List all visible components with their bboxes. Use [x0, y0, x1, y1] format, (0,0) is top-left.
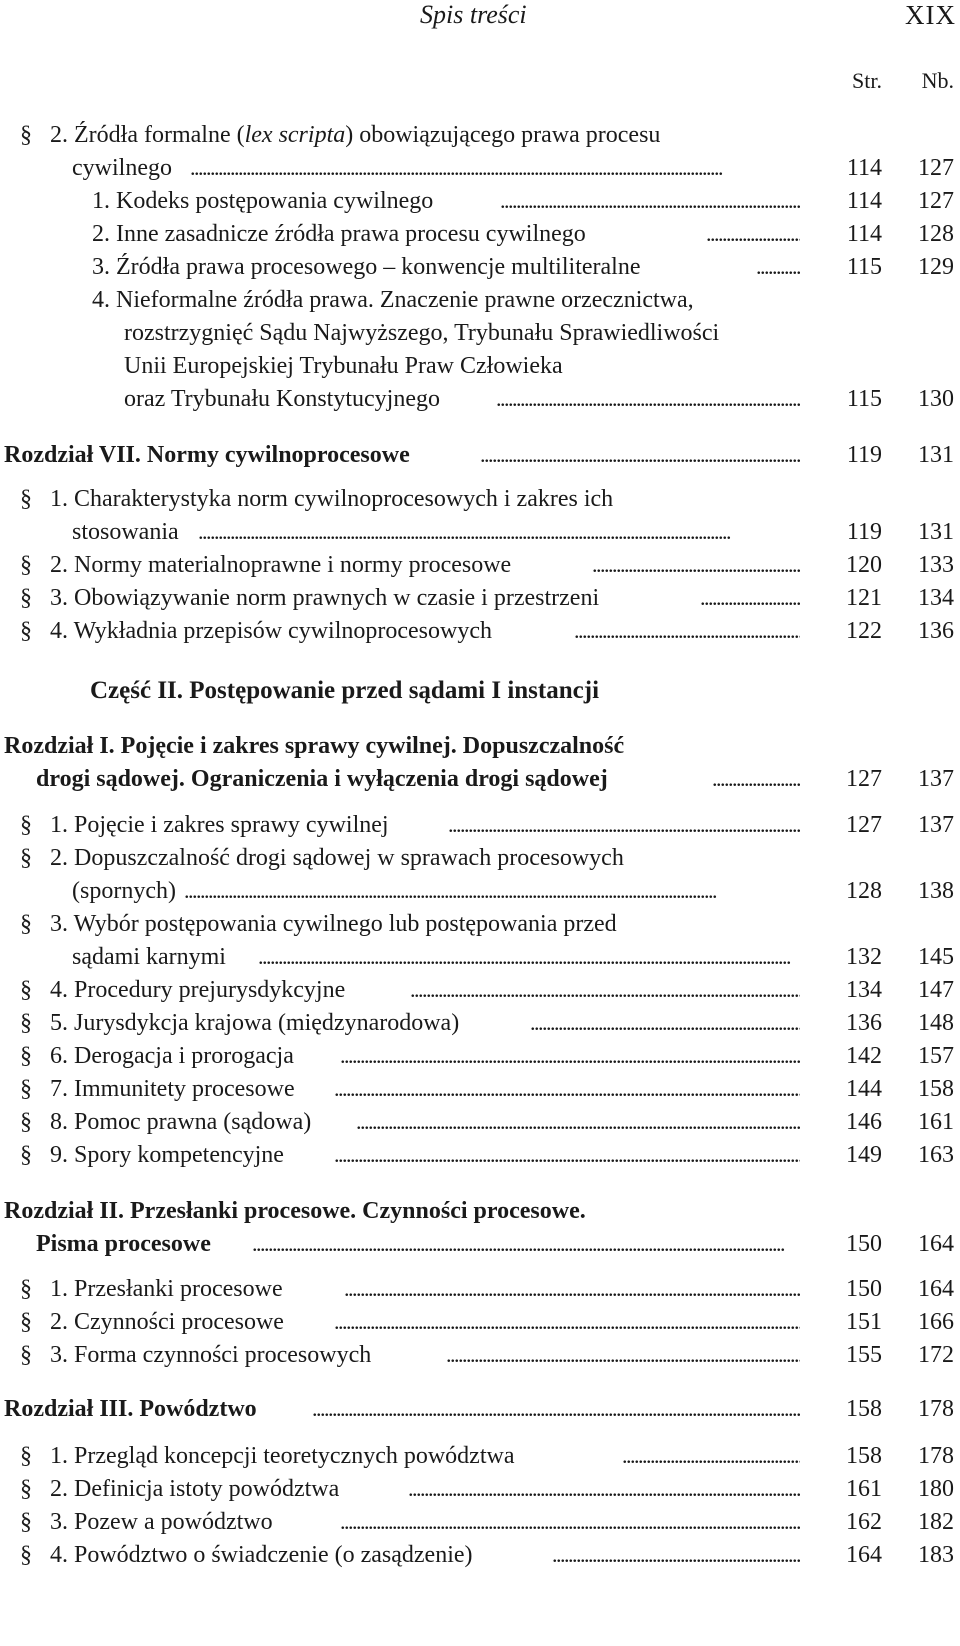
column-header-margin-number: Nb. [921, 68, 954, 93]
toc-entry-continuation [0, 318, 960, 348]
dot-leader [198, 517, 800, 547]
chapter-entry[interactable] [0, 1196, 960, 1226]
dot-leader [712, 764, 800, 794]
margin-number: 166 [918, 1309, 954, 1335]
page-number: XIX [905, 0, 956, 30]
page-ref: 127 [846, 812, 882, 838]
page-ref: 164 [846, 1542, 882, 1568]
entry-title-continuation: sądami karnymi [72, 944, 226, 970]
chapter-entry-continuation[interactable] [0, 764, 960, 794]
section-sign: § [20, 1276, 32, 1302]
entry-title-continuation: oraz Trybunału Konstytucyjnego [124, 386, 440, 412]
margin-number: 127 [918, 155, 954, 181]
toc-entry[interactable] [0, 843, 960, 873]
entry-title: 9. Spory kompetencyjne [50, 1142, 284, 1168]
dot-leader [312, 1394, 800, 1424]
toc-entry[interactable] [0, 1008, 960, 1038]
entry-title: 3. Źródła prawa procesowego – konwencje multiliteralne [92, 254, 641, 280]
entry-title: 3. Pozew a powództwo [50, 1509, 273, 1535]
section-sign: § [20, 1010, 32, 1036]
section-sign: § [20, 585, 32, 611]
page-ref: 121 [846, 585, 882, 611]
section-sign: § [20, 618, 32, 644]
margin-number: 131 [918, 519, 954, 545]
entry-title: 5. Jurysdykcja krajowa (międzynarodowa) [50, 1010, 460, 1036]
section-sign: § [20, 845, 32, 871]
section-sign: § [20, 911, 32, 937]
toc-entry[interactable] [0, 285, 960, 315]
margin-number: 178 [918, 1443, 954, 1469]
margin-number: 183 [918, 1542, 954, 1568]
chapter-title-continuation: Pisma procesowe [36, 1231, 211, 1257]
dot-leader [334, 1307, 800, 1337]
column-headers [0, 66, 960, 96]
entry-title: 4. Nieformalne źródła prawa. Znaczenie prawne orzecznictwa, [92, 287, 694, 313]
entry-title: 3. Obowiązywanie norm prawnych w czasie i przestrzeni [50, 585, 600, 611]
section-sign: § [20, 812, 32, 838]
entry-title: 6. Derogacja i prorogacja [50, 1043, 294, 1069]
dot-leader [592, 550, 800, 580]
entry-title-continuation: rozstrzygnięć Sądu Najwyższego, Trybunału Sprawiedliwości [124, 320, 720, 346]
margin-number: 137 [918, 812, 954, 838]
entry-title: 2. Czynności procesowe [50, 1309, 284, 1335]
margin-number: 145 [918, 944, 954, 970]
dot-leader [622, 1441, 800, 1471]
page-ref: 114 [846, 155, 882, 181]
entry-title: 1. Charakterystyka norm cywilnoprocesowych i zakres ich [50, 486, 614, 512]
part-heading [0, 676, 960, 710]
section-sign: § [20, 1443, 32, 1469]
dot-leader [184, 876, 800, 906]
entry-title: 7. Immunitety procesowe [50, 1076, 295, 1102]
section-sign: § [20, 552, 32, 578]
dot-leader [340, 1507, 800, 1537]
section-sign: § [20, 122, 32, 148]
page-ref: 144 [846, 1076, 882, 1102]
page-ref: 120 [846, 552, 882, 578]
page-ref: 161 [846, 1476, 882, 1502]
toc-entry[interactable] [0, 1540, 960, 1570]
entry-title: 4. Wykładnia przepisów cywilnoprocesowych [50, 618, 492, 644]
section-sign: § [20, 486, 32, 512]
toc-entry[interactable] [0, 1107, 960, 1137]
page-ref: 155 [846, 1342, 882, 1368]
toc-entry[interactable] [0, 484, 960, 514]
dot-leader [480, 440, 800, 470]
dot-leader [334, 1074, 800, 1104]
margin-number: 133 [918, 552, 954, 578]
margin-number: 164 [918, 1276, 954, 1302]
dot-leader [344, 1274, 800, 1304]
toc-entry[interactable] [0, 120, 960, 150]
chapter-entry[interactable] [0, 440, 960, 470]
dot-leader [448, 810, 800, 840]
page-ref: 127 [846, 766, 882, 792]
toc-entry[interactable] [0, 550, 960, 580]
margin-number: 148 [918, 1010, 954, 1036]
page-ref: 158 [846, 1396, 882, 1422]
margin-number: 130 [918, 386, 954, 412]
page-ref: 134 [846, 977, 882, 1003]
margin-number: 128 [918, 221, 954, 247]
entry-title: 1. Przesłanki procesowe [50, 1276, 283, 1302]
dot-leader [574, 616, 800, 646]
entry-title: 2. Źródła formalne (lex scripta) obowiązującego prawa procesu [50, 122, 661, 148]
dot-leader [530, 1008, 800, 1038]
page-ref: 158 [846, 1443, 882, 1469]
toc-entry-continuation[interactable] [0, 384, 960, 414]
page-ref: 150 [846, 1231, 882, 1257]
entry-title: 2. Dopuszczalność drogi sądowej w sprawach procesowych [50, 845, 624, 871]
toc-entry[interactable] [0, 1307, 960, 1337]
toc-entry[interactable] [0, 909, 960, 939]
page-ref: 122 [846, 618, 882, 644]
section-sign: § [20, 1309, 32, 1335]
page-ref: 119 [846, 442, 882, 468]
dot-leader [334, 1140, 800, 1170]
toc-entry[interactable] [0, 1074, 960, 1104]
section-sign: § [20, 1542, 32, 1568]
toc-entry[interactable] [0, 583, 960, 613]
entry-title: 1. Kodeks postępowania cywilnego [92, 188, 434, 214]
section-sign: § [20, 1342, 32, 1368]
page-ref: 115 [846, 386, 882, 412]
dot-leader [700, 583, 800, 613]
chapter-title: Rozdział I. Pojęcie i zakres sprawy cywilnej. Dopuszczalność [4, 733, 625, 759]
margin-number: 180 [918, 1476, 954, 1502]
toc-entry-continuation[interactable] [0, 876, 960, 906]
margin-number: 136 [918, 618, 954, 644]
page-ref: 132 [846, 944, 882, 970]
dot-leader [552, 1540, 800, 1570]
entry-title: 4. Procedury prejurysdykcyjne [50, 977, 346, 1003]
chapter-title: Rozdział III. Powództwo [4, 1396, 257, 1422]
dot-leader [340, 1041, 800, 1071]
page-ref: 114 [846, 221, 882, 247]
entry-title-continuation: Unii Europejskiej Trybunału Praw Człowieka [124, 353, 563, 379]
toc-entry[interactable] [0, 810, 960, 840]
margin-number: 163 [918, 1142, 954, 1168]
page-ref: 146 [846, 1109, 882, 1135]
margin-number: 182 [918, 1509, 954, 1535]
section-sign: § [20, 1509, 32, 1535]
chapter-entry[interactable] [0, 731, 960, 761]
column-header-page: Str. [852, 68, 882, 93]
toc-entry[interactable] [0, 252, 960, 282]
margin-number: 161 [918, 1109, 954, 1135]
toc-entry[interactable] [0, 1474, 960, 1504]
toc-entry[interactable] [0, 1041, 960, 1071]
page-ref: 119 [846, 519, 882, 545]
running-title: Spis treści [420, 0, 527, 29]
margin-number: 164 [918, 1231, 954, 1257]
chapter-entry-continuation[interactable] [0, 1229, 960, 1259]
toc-entry-continuation[interactable] [0, 517, 960, 547]
page-ref: 114 [846, 188, 882, 214]
entry-title: 3. Wybór postępowania cywilnego lub postępowania przed [50, 911, 617, 937]
margin-number: 157 [918, 1043, 954, 1069]
toc-entry-continuation [0, 351, 960, 381]
toc-entry[interactable] [0, 1340, 960, 1370]
section-sign: § [20, 1109, 32, 1135]
entry-title: 4. Powództwo o świadczenie (o zasądzenie) [50, 1542, 473, 1568]
latin-term: lex scripta [244, 122, 346, 148]
section-sign: § [20, 1476, 32, 1502]
toc-entry[interactable] [0, 186, 960, 216]
section-sign: § [20, 977, 32, 1003]
toc-entry[interactable] [0, 975, 960, 1005]
margin-number: 134 [918, 585, 954, 611]
dot-leader [446, 1340, 800, 1370]
entry-title: 2. Inne zasadnicze źródła prawa procesu cywilnego [92, 221, 586, 247]
margin-number: 172 [918, 1342, 954, 1368]
margin-number: 137 [918, 766, 954, 792]
page-ref: 151 [846, 1309, 882, 1335]
page-ref: 149 [846, 1142, 882, 1168]
dot-leader [756, 252, 800, 282]
dot-leader [410, 975, 800, 1005]
dot-leader [258, 942, 800, 972]
margin-number: 138 [918, 878, 954, 904]
margin-number: 147 [918, 977, 954, 1003]
entry-title: 1. Pojęcie i zakres sprawy cywilnej [50, 812, 389, 838]
entry-title: 3. Forma czynności procesowych [50, 1342, 372, 1368]
page-ref: 136 [846, 1010, 882, 1036]
dot-leader [252, 1229, 800, 1259]
entry-title-continuation: stosowania [72, 519, 179, 545]
section-sign: § [20, 1076, 32, 1102]
page-ref: 128 [846, 878, 882, 904]
toc-entry[interactable] [0, 1507, 960, 1537]
margin-number: 158 [918, 1076, 954, 1102]
dot-leader [190, 153, 800, 183]
toc-entry-continuation[interactable] [0, 153, 960, 183]
chapter-title: Rozdział II. Przesłanki procesowe. Czynności procesowe. [4, 1198, 586, 1224]
chapter-entry[interactable] [0, 1394, 960, 1424]
entry-title: 1. Przegląd koncepcji teoretycznych powództwa [50, 1443, 515, 1469]
margin-number: 127 [918, 188, 954, 214]
entry-title: 2. Definicja istoty powództwa [50, 1476, 340, 1502]
chapter-title-continuation: drogi sądowej. Ograniczenia i wyłączenia drogi sądowej [36, 766, 608, 792]
toc-entry[interactable] [0, 219, 960, 249]
margin-number: 131 [918, 442, 954, 468]
toc-entry[interactable] [0, 1274, 960, 1304]
toc-entry[interactable] [0, 1441, 960, 1471]
page-ref: 162 [846, 1509, 882, 1535]
part-title: Część II. Postępowanie przed sądami I instancji [90, 677, 600, 704]
entry-title: 2. Normy materialnoprawne i normy procesowe [50, 552, 512, 578]
margin-number: 129 [918, 254, 954, 280]
dot-leader [500, 186, 800, 216]
page-ref: 115 [846, 254, 882, 280]
page-ref: 142 [846, 1043, 882, 1069]
dot-leader [356, 1107, 800, 1137]
toc-entry-continuation[interactable] [0, 942, 960, 972]
dot-leader [496, 384, 800, 414]
entry-title: 8. Pomoc prawna (sądowa) [50, 1109, 312, 1135]
toc-entry[interactable] [0, 616, 960, 646]
margin-number: 178 [918, 1396, 954, 1422]
toc-entry[interactable] [0, 1140, 960, 1170]
chapter-title: Rozdział VII. Normy cywilnoprocesowe [4, 442, 410, 468]
dot-leader [408, 1474, 800, 1504]
entry-title-continuation: cywilnego [72, 155, 172, 181]
section-sign: § [20, 1043, 32, 1069]
page-ref: 150 [846, 1276, 882, 1302]
entry-title-continuation: (spornych) [72, 878, 176, 904]
dot-leader [706, 219, 800, 249]
section-sign: § [20, 1142, 32, 1168]
